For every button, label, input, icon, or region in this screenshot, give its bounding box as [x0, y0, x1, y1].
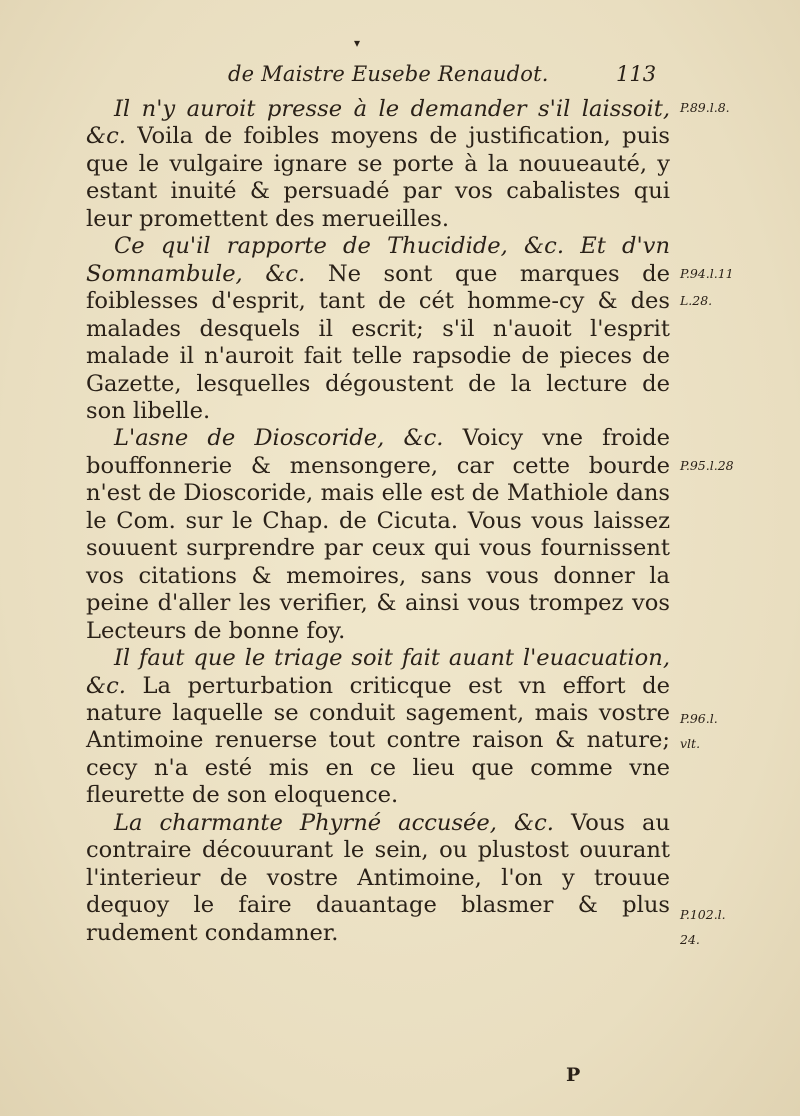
- ink-speck: ▾: [354, 36, 361, 50]
- paragraph: [86, 425, 670, 645]
- body-text: [86, 96, 670, 947]
- signature-mark: P: [566, 1064, 581, 1086]
- margin-note: L.28.: [680, 293, 713, 308]
- paragraph-body: Voicy vne froide bouffonnerie & mensongere, car cette bourde n'est de Dioscoride, mais elle est de Mathiole dans le Com. sur le Chap. de Cicuta. Vous vous laissez souuent surprendre par ceux qui vous fournissent vos citations & memoires, sans vous donner la peine d'aller les verifier, & ainsi vous trompez vos Lecteurs de bonne foy.: [86, 425, 670, 644]
- paragraph: [86, 233, 670, 425]
- paragraph-lead: La charmante Phyrné accusée, &c.: [114, 809, 554, 836]
- paragraph-body: Ne sont que marques de foiblesses d'esprit, tant de cét homme-cy & des malades desquels il escrit; s'il n'auoit l'esprit malade il n'auroit fait telle rapsodie de pieces de Gazette, lesquelles dégoustent de la lecture de son libelle.: [86, 260, 670, 424]
- paragraph: [86, 810, 670, 947]
- paragraph-lead: Il n'y auroit presse à le demander s'il laissoit, &c.: [86, 96, 670, 150]
- margin-note: vlt.: [680, 736, 701, 751]
- margin-note: P.94.l.11: [680, 266, 734, 281]
- margin-note: P.95.l.28: [680, 458, 734, 473]
- running-title: de Maistre Eusebe Renaudot.: [228, 62, 549, 86]
- margin-note: 24.: [680, 932, 700, 947]
- paragraph-lead: L'asne de Dioscoride, &c.: [114, 425, 444, 452]
- paragraph-lead: Il faut que le triage soit fait auant l'euacuation, &c.: [86, 645, 670, 699]
- paragraph: [86, 645, 670, 810]
- paragraph-lead: Ce qu'il rapporte de Thucidide, &c. Et d'vn Somnambule, &c.: [86, 233, 670, 287]
- margin-note: P.89.l.8.: [680, 100, 730, 115]
- margin-note: P.102.l.: [680, 907, 726, 922]
- paragraph-body: Voila de foibles moyens de justification, puis que le vulgaire ignare se porte à la nouueauté, y estant inuité & persuadé par vos cabalistes qui leur promettent des merueilles.: [86, 123, 670, 232]
- paragraph-body: La perturbation criticque est vn effort de nature laquelle se conduit sagement, mais vostre Antimoine renuerse tout contre raison & nature; cecy n'a esté mis en ce lieu que comme vne fleurette de son eloquence.: [86, 672, 670, 809]
- page-number: 113: [616, 62, 657, 86]
- margin-note: P.96.l.: [680, 711, 718, 726]
- paragraph: [86, 96, 670, 233]
- paragraph-body: Vous au contraire découurant le sein, ou plustost ouurant l'interieur de vostre Antimoine, l'on y trouue dequoy le faire dauantage blasmer & plus rudement condamner.: [86, 809, 670, 946]
